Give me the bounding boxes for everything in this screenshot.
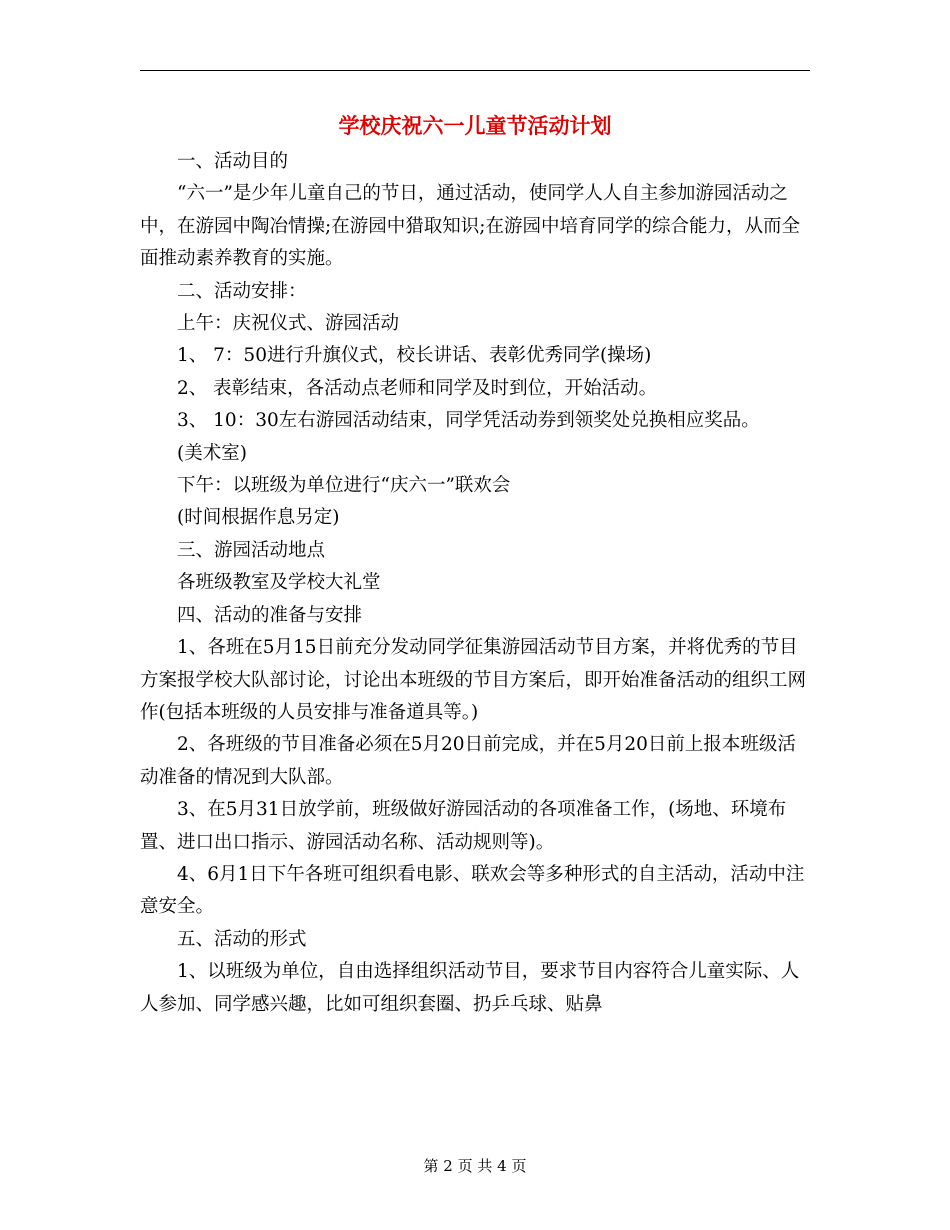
document-body <box>140 146 812 1021</box>
paragraph: 一、活动目的 <box>177 151 289 172</box>
paragraph: 1、以班级为单位，自由选择组织活动节目，要求节目内容符合儿童实际、人人参加、同学感兴趣，比如可组织套圈、扔乒乓球、贴鼻 <box>140 961 800 1015</box>
paragraph: 三、游园活动地点 <box>177 539 326 561</box>
paragraph: 1、 7：50进行升旗仪式，校长讲话、表彰优秀同学(操场) <box>177 345 652 367</box>
paragraph: (美术室) <box>177 442 247 464</box>
header-rule <box>140 70 810 71</box>
paragraph: 四、活动的准备与安排 <box>177 604 363 626</box>
paragraph: 3、在5月31日放学前，班级做好游园活动的各项准备工作，(场地、环境布置、进口出口指示、游园活动名称、活动规则等)。 <box>140 799 787 853</box>
document-title: 学校庆祝六一儿童节活动计划 <box>338 113 612 138</box>
paragraph: 2、各班级的节目准备必须在5月20日前完成，并在5月20日前上报本班级活动准备的情况到大队部。 <box>140 734 796 788</box>
paragraph: 五、活动的形式 <box>177 928 307 950</box>
paragraph: 二、活动安排： <box>177 280 307 302</box>
paragraph: 1、各班在5月15日前充分发动同学征集游园活动节目方案，并将优秀的节目方案报学校大队部讨论，讨论出本班级的节目方案后，即开始准备活动的组织工网作(包括本班级的人员安排与准备道具等。) <box>140 637 807 723</box>
paragraph: (时间根据作息另定) <box>177 507 340 529</box>
paragraph: 下午：以班级为单位进行“庆六一”联欢会 <box>177 475 511 497</box>
paragraph: 3、 10：30左右游园活动结束，同学凭活动券到领奖处兑换相应奖品。 <box>177 410 760 432</box>
page-footer: 第 2 页 共 4 页 <box>423 1157 527 1175</box>
paragraph: 各班级教室及学校大礼堂 <box>177 572 381 594</box>
paragraph: 上午：庆祝仪式、游园活动 <box>177 313 400 335</box>
paragraph: 4、6月1日下午各班可组织看电影、联欢会等多种形式的自主活动，活动中注意安全。 <box>140 863 805 918</box>
paragraph: 2、 表彰结束，各活动点老师和同学及时到位，开始活动。 <box>177 377 658 399</box>
paragraph: “六一”是少年儿童自己的节日，通过活动，使同学人人自主参加游园活动之中，在游园中陶冶情操;在游园中猎取知识;在游园中培育同学的综合能力，从而全面推动素养教育的实施。 <box>140 183 800 270</box>
